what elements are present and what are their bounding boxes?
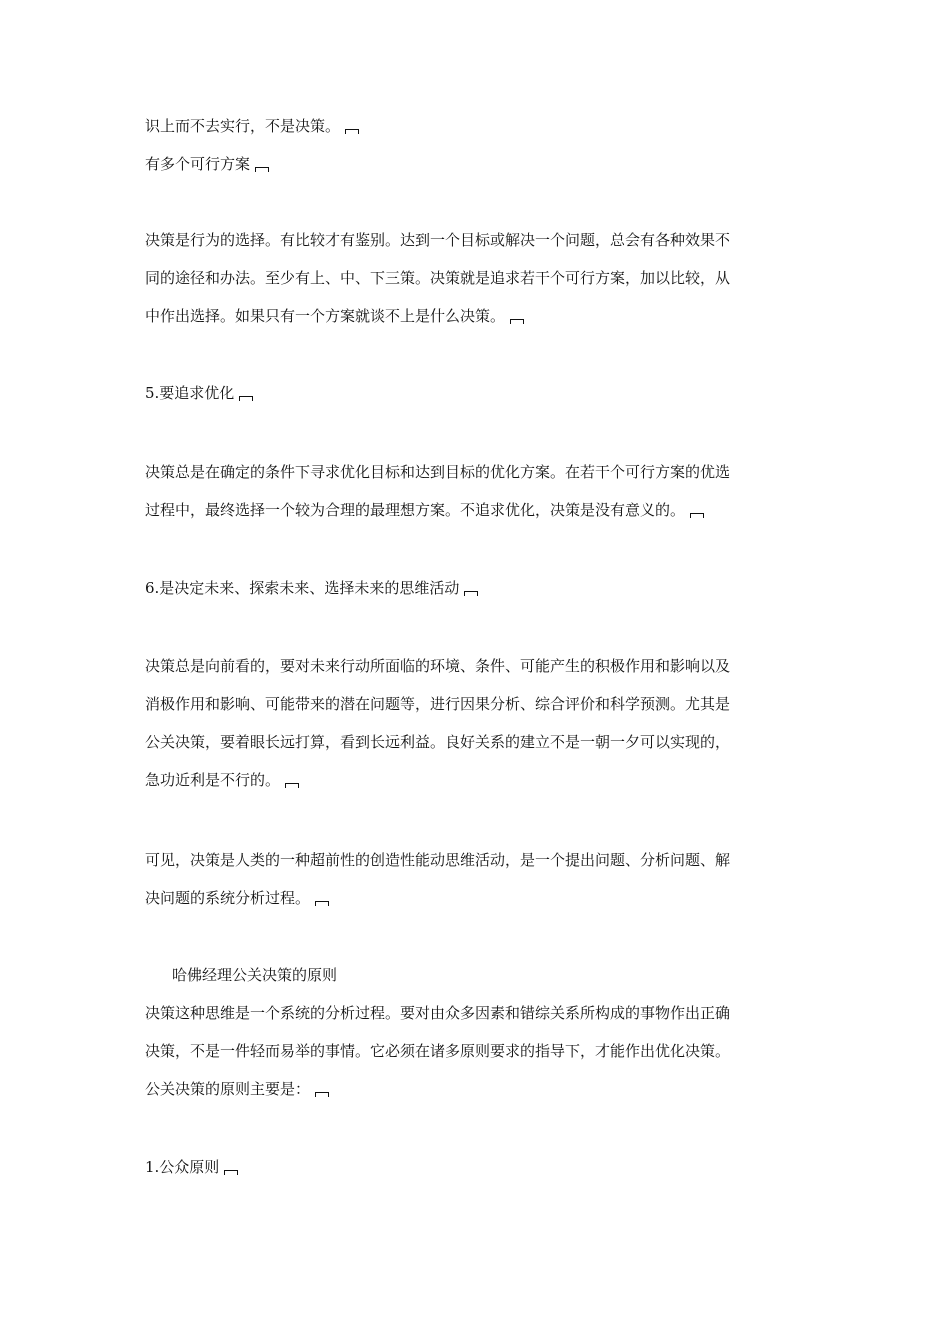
paragraph-mark-icon: [315, 901, 329, 906]
text-line: 决策总是在确定的条件下寻求优化目标和达到目标的优化方案。在若干个可行方案的优选: [145, 463, 731, 481]
text-line: 同的途径和办法。至少有上、中、下三策。决策就是追求若干个可行方案，加以比较，从: [145, 269, 731, 287]
text-line: 决策总是向前看的，要对未来行动所面临的环境、条件、可能产生的积极作用和影响以及: [145, 657, 731, 675]
text-line: 决策是行为的选择。有比较才有鉴别。达到一个目标或解决一个问题，总会有各种效果不: [145, 231, 731, 249]
section-heading: 1.公众原则: [145, 1155, 238, 1179]
paragraph-mark-icon: [255, 167, 269, 172]
text-line: 决策这种思维是一个系统的分析过程。要对由众多因素和错综关系所构成的事物作出正确: [145, 1004, 731, 1022]
paragraph-mark-icon: [285, 783, 299, 788]
text-line: 过程中，最终选择一个较为合理的最理想方案。不追求优化，决策是没有意义的。: [145, 498, 704, 522]
section-heading: 6.是决定未来、探索未来、选择未来的思维活动: [145, 576, 478, 600]
text-line: 决问题的系统分析过程。: [145, 886, 329, 910]
paragraph-mark-icon: [224, 1170, 238, 1175]
text-line: 可见，决策是人类的一种超前性的创造性能动思维活动，是一个提出问题、分析问题、解: [145, 851, 731, 869]
text-line: 识上而不去实行，不是决策。: [145, 114, 359, 138]
text-line: 急功近利是不行的。: [145, 768, 299, 792]
text-line: 决策，不是一件轻而易举的事情。它必须在诸多原则要求的指导下，才能作出优化决策。: [145, 1042, 731, 1060]
paragraph-mark-icon: [239, 396, 253, 401]
text-line: 有多个可行方案: [145, 152, 269, 176]
paragraph-mark-icon: [464, 591, 478, 596]
paragraph-mark-icon: [345, 129, 359, 134]
text-line: 公关决策的原则主要是：: [145, 1077, 329, 1101]
section-title: 哈佛经理公关决策的原则: [172, 966, 338, 984]
paragraph-mark-icon: [315, 1092, 329, 1097]
text-line: 中作出选择。如果只有一个方案就谈不上是什么决策。: [145, 304, 524, 328]
text-line: 消极作用和影响、可能带来的潜在问题等，进行因果分析、综合评价和科学预测。尤其是: [145, 695, 731, 713]
paragraph-mark-icon: [690, 513, 704, 518]
text-line: 公关决策，要着眼长远打算，看到长远利益。良好关系的建立不是一朝一夕可以实现的，: [145, 733, 731, 751]
paragraph-mark-icon: [510, 319, 524, 324]
section-heading: 5.要追求优化: [145, 381, 253, 405]
